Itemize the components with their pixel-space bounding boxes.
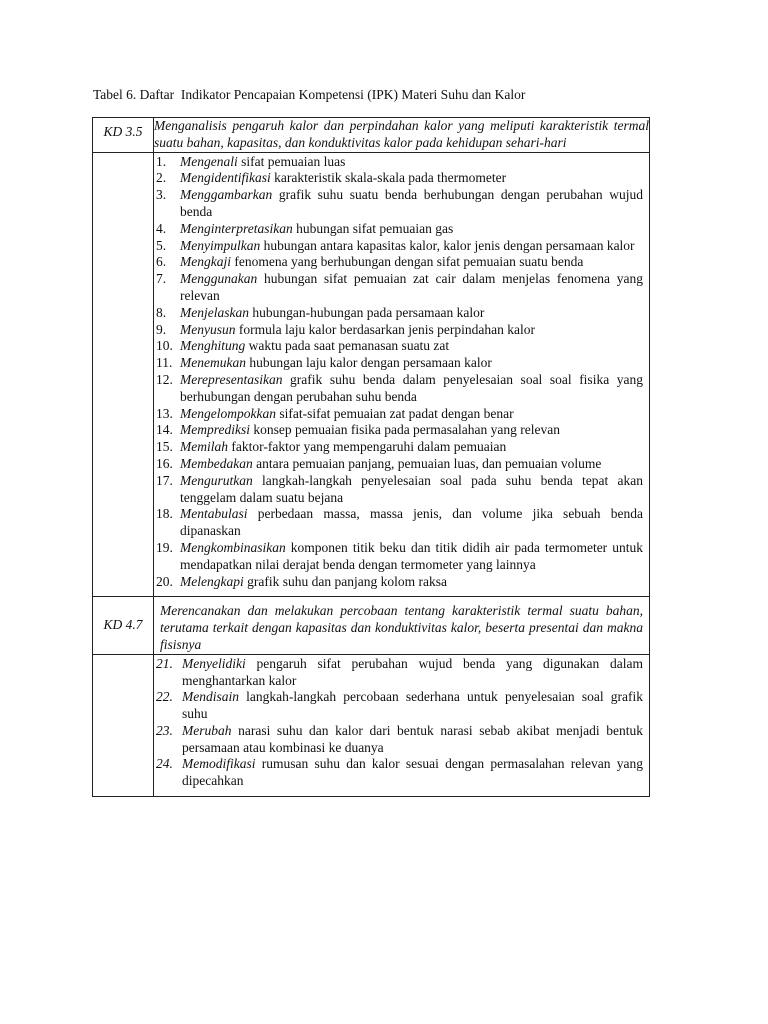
indicator-item (156, 305, 643, 322)
indicator-item (156, 221, 643, 238)
indicator-text (180, 238, 643, 255)
indicator-item (156, 473, 643, 507)
indicator-number: 14. (156, 422, 173, 438)
indicator-description: antara pemuaian panjang, pemuaian luas, dan pemuaian volume (252, 455, 602, 471)
indicator-text (180, 355, 643, 372)
indicator-text (180, 271, 643, 305)
indicator-text (180, 456, 643, 473)
indicator-number: 13. (156, 405, 173, 421)
kd1-empty-cell (93, 152, 154, 597)
indicator-verb: Merubah (182, 722, 232, 738)
kd1-indicator-list (154, 153, 649, 597)
indicator-item (156, 574, 643, 591)
indicator-item (156, 439, 643, 456)
indicator-item (156, 170, 643, 187)
indicator-number: 23. (156, 722, 173, 738)
indicator-description: hubungan sifat pemuaian gas (292, 220, 454, 236)
indicator-verb: Mendisain (182, 689, 239, 705)
indicator-description: waktu pada saat pemanasan suatu zat (245, 338, 450, 354)
indicator-verb: Menginterpretasikan (180, 220, 293, 236)
kd2-empty-cell (93, 654, 154, 796)
indicator-verb: Merepresentasikan (180, 371, 283, 387)
indicator-item (156, 756, 643, 790)
indicator-item (156, 506, 643, 540)
indicator-description: formula laju kalor berdasarkan jenis perpindahan kalor (235, 321, 535, 337)
indicator-number: 11. (156, 355, 173, 371)
indicator-item (156, 689, 643, 723)
kd2-items-row (93, 654, 650, 796)
indicator-item (156, 656, 643, 690)
indicator-verb: Memodifikasi (182, 756, 256, 772)
indicator-description: hubungan-hubungan pada persamaan kalor (248, 304, 485, 320)
indicator-text (182, 656, 643, 690)
kd2-header-row (93, 597, 650, 654)
kd1-items-cell (154, 152, 650, 597)
indicator-verb: Memprediksi (180, 422, 250, 438)
indicator-description: langkah-langkah penyelesaian soal pada suhu benda tepat akan tenggelam dalam suatu bejana (180, 472, 643, 505)
indicator-verb: Mengenali (180, 153, 238, 169)
kd1-items-row (93, 152, 650, 597)
indicator-number: 18. (156, 506, 173, 522)
indicator-text (180, 406, 643, 423)
indicator-verb: Menjelaskan (180, 304, 249, 320)
indicator-description: hubungan laju kalor dengan persamaan kalor (245, 355, 492, 371)
indicator-number: 20. (156, 573, 173, 589)
indicator-description: konsep pemuaian fisika pada permasalahan yang relevan (249, 422, 560, 438)
kd1-label: KD 3.5 (93, 118, 154, 153)
indicator-number: 24. (156, 756, 173, 772)
indicator-verb: Membedakan (180, 455, 253, 471)
indicator-verb: Mentabulasi (180, 506, 248, 522)
indicator-verb: Mengkaji (180, 254, 231, 270)
indicator-number: 8. (156, 304, 167, 320)
indicator-text (180, 540, 643, 574)
indicator-text (182, 756, 643, 790)
kd2-label: KD 4.7 (93, 597, 154, 654)
kd2-description: Merencanakan dan melakukan percobaan tentang karakteristik termal suatu bahan, terutama terkait dengan kapasitas dan konduktivitas kalor, beserta presentai dan makna fisisnya (154, 597, 650, 654)
indicator-description: langkah-langkah percobaan sederhana untuk penyelesaian soal grafik suhu (182, 689, 643, 722)
indicator-number: 22. (156, 689, 173, 705)
indicator-description: hubungan sifat pemuaian zat cair dalam menjelas fenomena yang relevan (180, 271, 643, 303)
indicator-number: 5. (156, 237, 167, 253)
indicator-text (182, 723, 643, 757)
indicator-description: fenomena yang berhubungan dengan sifat pemuaian suatu benda (230, 254, 584, 270)
indicator-number: 9. (156, 321, 167, 337)
indicator-verb: Menghitung (180, 338, 246, 354)
indicator-item (156, 422, 643, 439)
indicator-item (156, 355, 643, 372)
indicator-item (156, 254, 643, 271)
indicator-verb: Menyimpulkan (180, 237, 261, 253)
indicator-number: 1. (156, 153, 167, 169)
indicator-verb: Melengkapi (180, 573, 244, 589)
indicator-text (180, 338, 643, 355)
kd1-header-row (93, 118, 650, 153)
indicator-text (180, 439, 643, 456)
indicator-text (180, 473, 643, 507)
indicator-number: 4. (156, 220, 167, 236)
indicator-text (180, 322, 643, 339)
indicator-description: rumusan suhu dan kalor sesuai dengan permasalahan relevan yang dipecahkan (182, 756, 643, 789)
indicator-item (156, 406, 643, 423)
indicator-item (156, 456, 643, 473)
indicator-verb: Mengelompokkan (180, 405, 276, 421)
table-caption: Tabel 6. Daftar Indikator Pencapaian Kompetensi (IPK) Materi Suhu dan Kalor (93, 87, 526, 102)
indicator-text (180, 187, 643, 221)
indicator-number: 12. (156, 371, 173, 387)
indicator-number: 6. (156, 254, 167, 270)
indicator-verb: Mengidentifikasi (180, 170, 271, 186)
indicator-text (180, 372, 643, 406)
indicator-verb: Menemukan (180, 355, 246, 371)
indicator-item (156, 372, 643, 406)
indicator-verb: Menyelidiki (182, 655, 246, 671)
ipk-table (92, 117, 650, 797)
indicator-item (156, 540, 643, 574)
indicator-number: 21. (156, 655, 173, 671)
indicator-item (156, 322, 643, 339)
indicator-verb: Mengurutkan (180, 472, 253, 488)
indicator-number: 3. (156, 187, 167, 203)
indicator-text (180, 422, 643, 439)
indicator-text (180, 154, 643, 171)
indicator-verb: Menggambarkan (180, 187, 273, 203)
indicator-description: grafik suhu suatu benda berhubungan dengan perubahan wujud benda (180, 187, 643, 219)
indicator-item (156, 338, 643, 355)
indicator-description: narasi suhu dan kalor dari bentuk narasi sebab akibat menjadi bentuk persamaan atau kombinasi ke duanya (182, 722, 643, 755)
indicator-text (180, 506, 643, 540)
indicator-item (156, 154, 643, 171)
indicator-item (156, 238, 643, 255)
indicator-description: sifat pemuaian luas (237, 153, 346, 169)
indicator-text (180, 574, 643, 591)
indicator-verb: Menyusun (180, 321, 236, 337)
indicator-verb: Memilah (180, 439, 228, 455)
indicator-number: 15. (156, 439, 173, 455)
indicator-text (180, 221, 643, 238)
indicator-text (182, 689, 643, 723)
indicator-text (180, 305, 643, 322)
indicator-description: perbedaan massa, massa jenis, dan volume jika sebuah benda dipanaskan (180, 506, 643, 539)
indicator-item (156, 271, 643, 305)
kd2-items-cell (154, 654, 650, 796)
indicator-number: 2. (156, 170, 167, 186)
indicator-description: sifat-sifat pemuaian zat padat dengan benar (275, 405, 514, 421)
indicator-description: komponen titik beku dan titik didih air pada termometer untuk mendapatkan nilai derajat benda dengan termometer yang lainnya (180, 539, 643, 572)
indicator-description: karakteristik skala-skala pada thermometer (270, 170, 507, 186)
indicator-item (156, 187, 643, 221)
indicator-text (180, 170, 643, 187)
indicator-description: grafik suhu benda dalam penyelesaian soal soal fisika yang berhubungan dengan perubahan suhu benda (180, 371, 643, 404)
kd1-description: Menganalisis pengaruh kalor dan perpindahan kalor yang meliputi karakteristik termal suatu bahan, kapasitas, dan konduktivitas kalor pada kehidupan sehari-hari (154, 118, 650, 153)
indicator-number: 7. (156, 271, 167, 287)
indicator-description: hubungan antara kapasitas kalor, kalor jenis dengan persamaan kalor (260, 237, 635, 253)
indicator-number: 16. (156, 455, 173, 471)
indicator-number: 17. (156, 472, 173, 488)
indicator-verb: Menggunakan (180, 271, 258, 287)
indicator-number: 19. (156, 539, 173, 555)
indicator-description: grafik suhu dan panjang kolom raksa (243, 573, 447, 589)
indicator-description: pengaruh sifat perubahan wujud benda yang digunakan dalam menghantarkan kalor (182, 655, 643, 688)
indicator-text (180, 254, 643, 271)
indicator-description: faktor-faktor yang mempengaruhi dalam pemuaian (228, 439, 507, 455)
indicator-verb: Mengkombinasikan (180, 539, 286, 555)
indicator-number: 10. (156, 338, 173, 354)
indicator-item (156, 723, 643, 757)
kd2-indicator-list (154, 655, 649, 796)
